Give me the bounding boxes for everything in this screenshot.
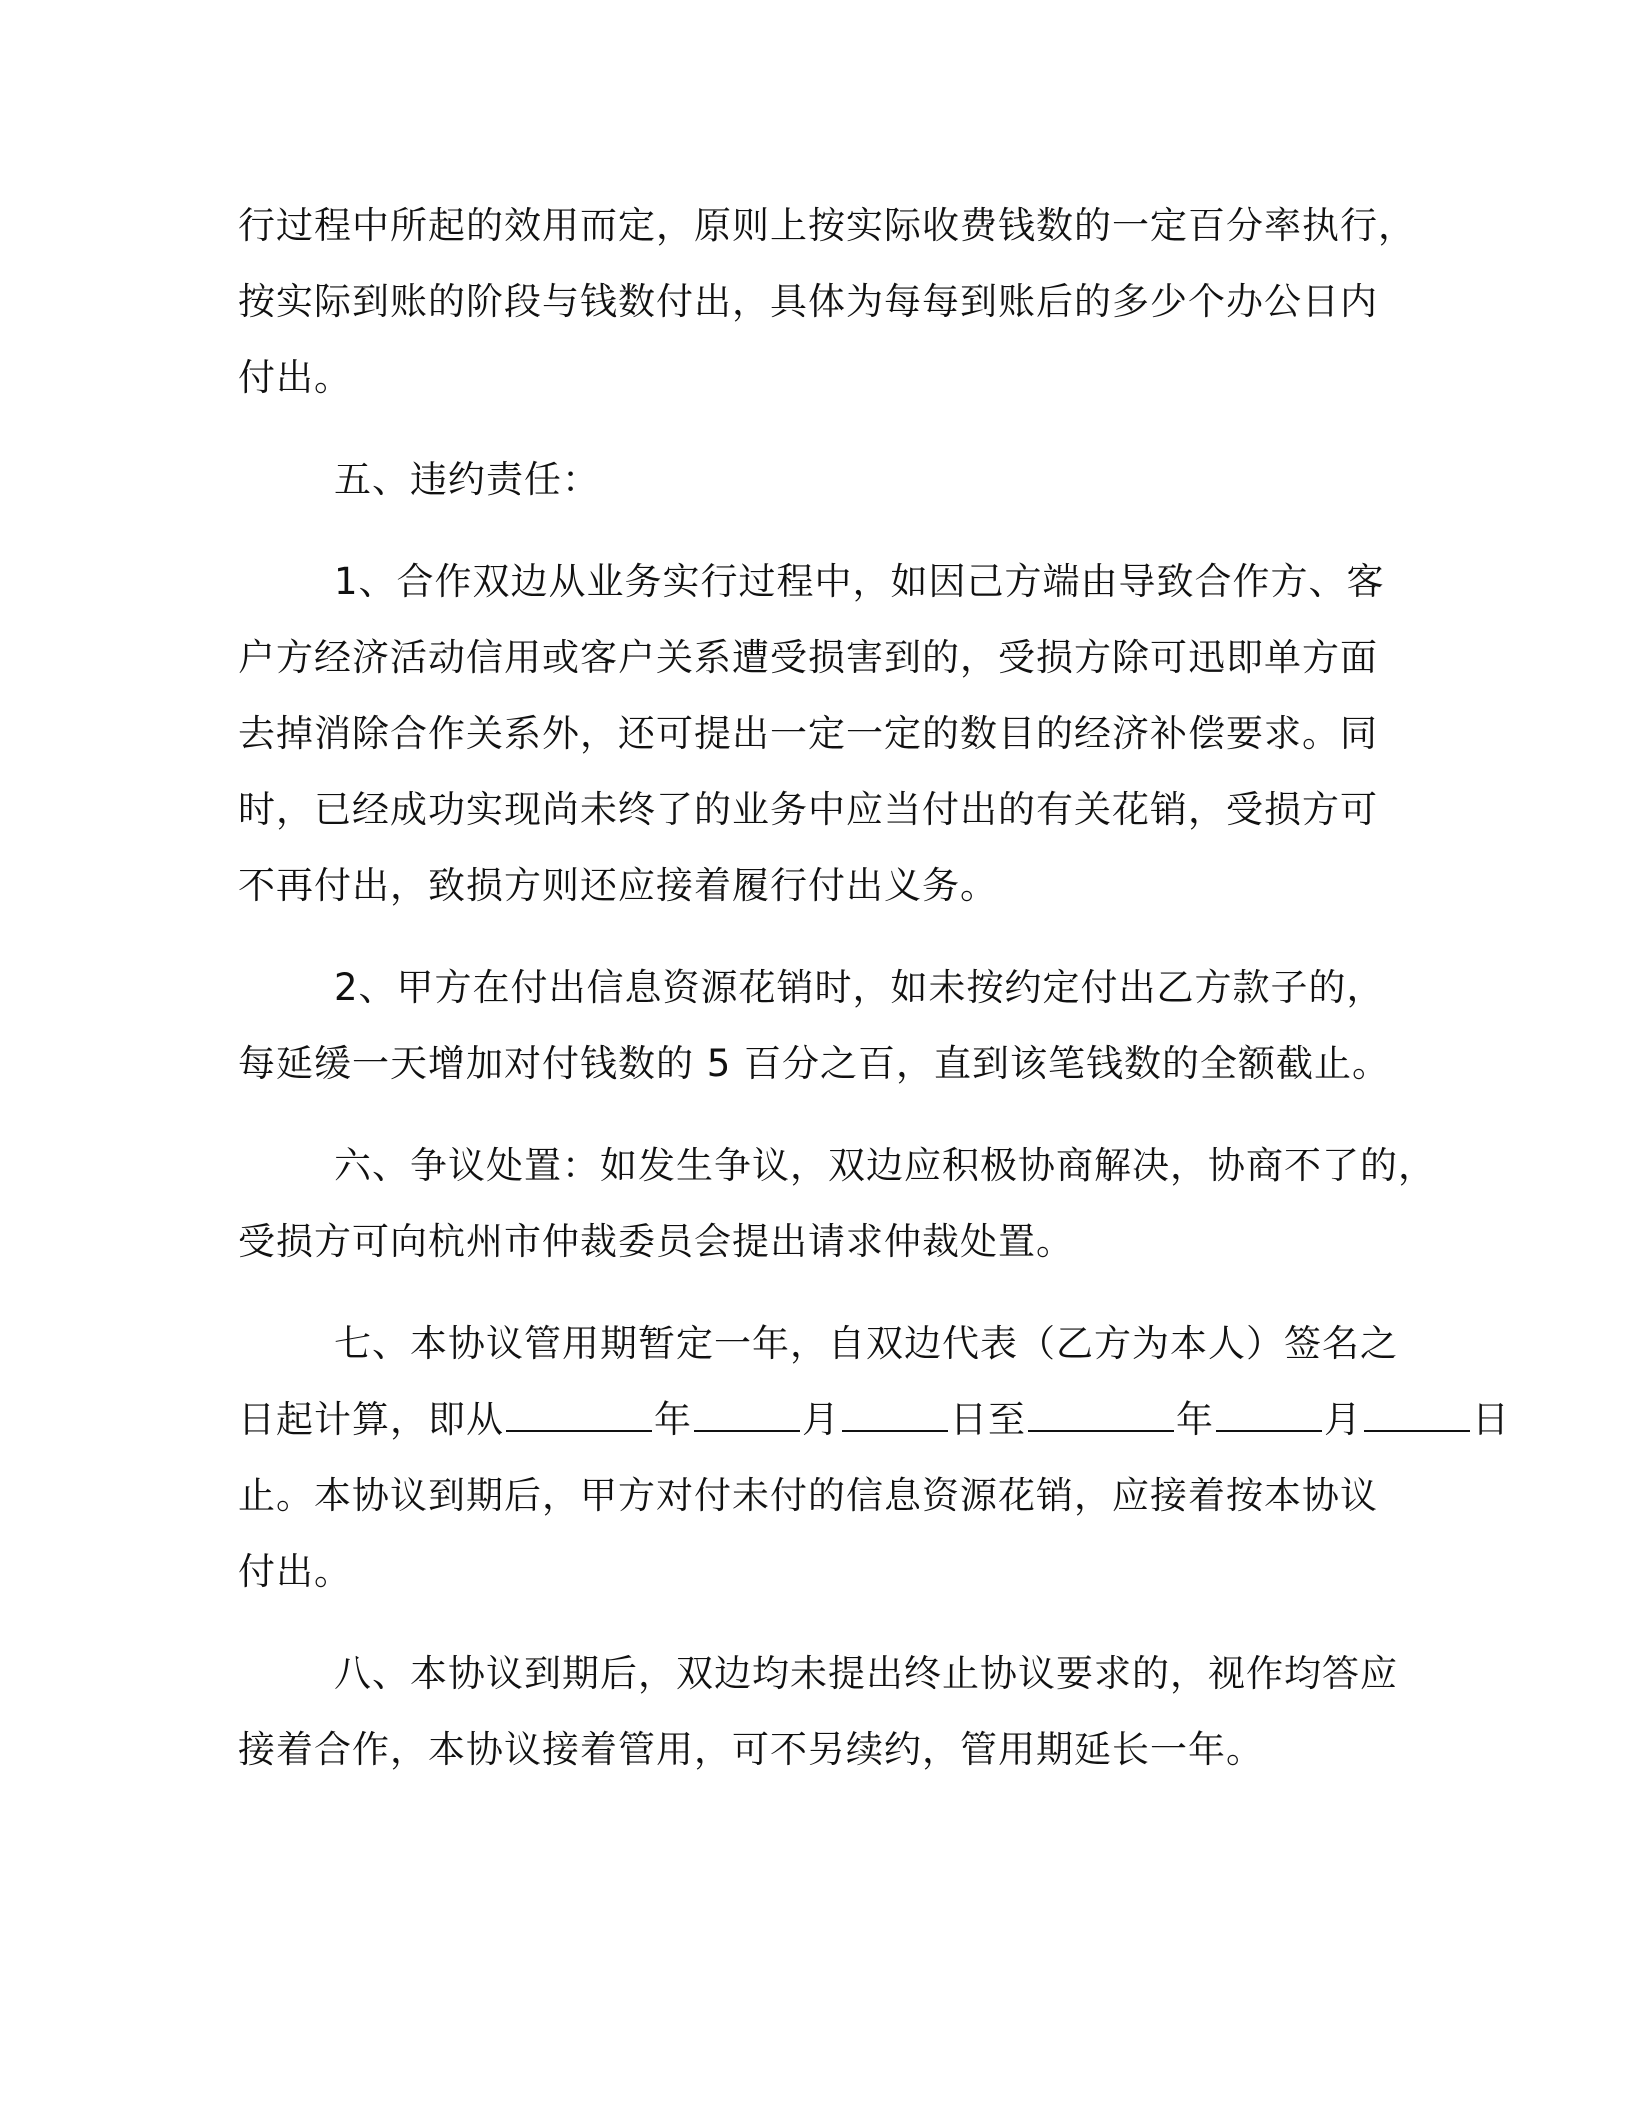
text-line: 受损方可向杭州市仲裁委员会提出请求仲裁处置。 xyxy=(238,1220,1074,1263)
text-line: 1、合作双边从业务实行过程中，如因己方端由导致合作方、客 xyxy=(334,560,1385,603)
text-line: 按实际到账的阶段与钱数付出，具体为每每到账后的多少个办公日内 xyxy=(238,280,1378,323)
end-day-blank[interactable] xyxy=(1364,1396,1470,1432)
text-line: 户方经济活动信用或客户关系遭受损害到的，受损方除可迅即单方面 xyxy=(238,636,1378,679)
text-line: 止。本协议到期后，甲方对付未付的信息资源花销，应接着按本协议 xyxy=(238,1474,1378,1517)
paragraph-clause-5-1 xyxy=(238,544,1388,924)
start-day-blank[interactable] xyxy=(842,1396,948,1432)
text-fragment: 月 xyxy=(802,1398,840,1441)
text-line: 六、争议处置：如发生争议，双边应积极协商解决，协商不了的， xyxy=(334,1144,1436,1187)
text-fragment: 日至 xyxy=(950,1398,1026,1441)
document-body xyxy=(238,188,1510,1788)
text-line: 七、本协议管用期暂定一年，自双边代表（乙方为本人）签名之 xyxy=(334,1322,1398,1365)
paragraph-dispute-resolution xyxy=(238,1128,1436,1280)
text-line: 时，已经成功实现尚未终了的业务中应当付出的有关花销，受损方可 xyxy=(238,788,1378,831)
date-range-line xyxy=(238,1382,1510,1458)
text-fragment: 日起计算，即从 xyxy=(238,1398,504,1441)
text-line: 接着合作，本协议接着管用，可不另续约，管用期延长一年。 xyxy=(238,1728,1264,1771)
paragraph-validity-period xyxy=(238,1306,1510,1610)
start-year-blank[interactable] xyxy=(506,1396,652,1432)
text-line: 付出。 xyxy=(238,1550,352,1593)
paragraph-auto-renewal xyxy=(238,1636,1398,1788)
text-line: 去掉消除合作关系外，还可提出一定一定的数目的经济补偿要求。同 xyxy=(238,712,1378,755)
text-line: 付出。 xyxy=(238,356,352,399)
text-line: 不再付出，致损方则还应接着履行付出义务。 xyxy=(238,864,998,907)
text-fragment: 月 xyxy=(1324,1398,1362,1441)
text-fragment: 年 xyxy=(654,1398,692,1441)
end-year-blank[interactable] xyxy=(1028,1396,1174,1432)
text-line: 行过程中所起的效用而定，原则上按实际收费钱数的一定百分率执行， xyxy=(238,204,1416,247)
text-fragment: 年 xyxy=(1176,1398,1214,1441)
section-heading-breach-liability: 五、违约责任： xyxy=(334,458,600,501)
paragraph-fee-terms xyxy=(238,188,1416,416)
text-fragment: 日 xyxy=(1472,1398,1510,1441)
end-month-blank[interactable] xyxy=(1216,1396,1322,1432)
paragraph-clause-5-2 xyxy=(238,950,1391,1102)
text-line: 八、本协议到期后，双边均未提出终止协议要求的，视作均答应 xyxy=(334,1652,1398,1695)
start-month-blank[interactable] xyxy=(694,1396,800,1432)
text-line: 2、甲方在付出信息资源花销时，如未按约定付出乙方款子的， xyxy=(334,966,1385,1009)
text-line: 每延缓一天增加对付钱数的 5 百分之百，直到该笔钱数的全额截止。 xyxy=(238,1042,1391,1085)
